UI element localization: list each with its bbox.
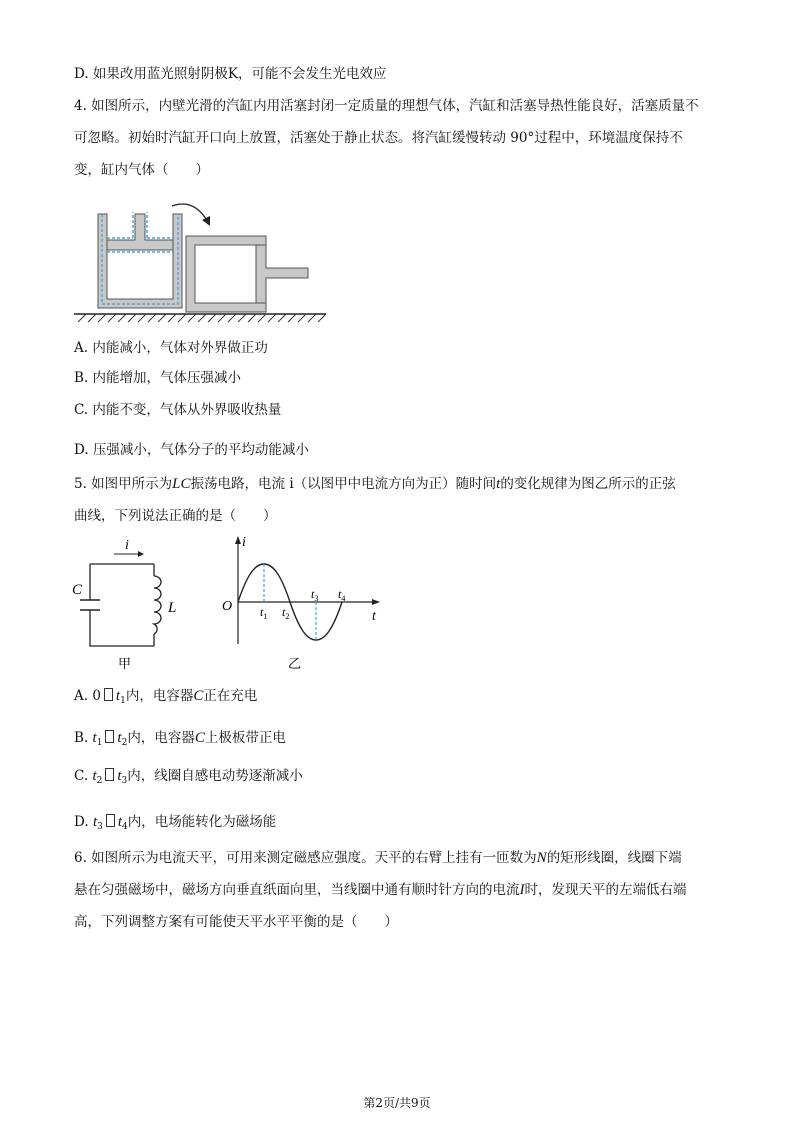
q6-i-symbol: I [519,882,525,898]
inductor-coil [154,576,161,634]
y-axis-label: i [242,535,246,550]
q5-c-post: 内，线圈自感电动势逐渐减小 [127,768,303,784]
q6-n-symbol: N [536,850,547,866]
q5-stem-line2: 曲线，下列说法正确的是（ ） [74,508,277,524]
q3-option-d [74,64,387,84]
q5-b-pre: B. [74,730,93,746]
current-label: i [125,538,129,553]
origin-label: O [222,599,233,614]
q6-line1-pre: 6. 如图所示为电流天平，可用来测定磁感应强度。天平的右臂上挂有一匝数为 [74,850,537,866]
current-arrow [138,551,144,557]
q6-stem-line2 [74,880,687,900]
q5-stem-mid: 振荡电路，电流 i（以图甲中电流方向为正）随时间 [190,476,497,492]
q5-option-b [74,728,286,753]
q5-option-d [74,812,276,837]
q5-c-t2: t [117,768,122,784]
inductor-label: L [168,600,177,616]
capacitor-label: C [72,582,83,598]
q4-cylinder-figure [70,196,330,326]
q6-line2-post: 时，发现天平的左端低右端 [524,882,687,898]
q5-a-end: 正在充电 [203,688,258,704]
q5-d-pre: D. [74,814,93,830]
range-box [105,768,114,781]
q5-c-pre: C. [74,768,93,784]
q6-line1-post: 的矩形线圈，线圈下端 [546,850,682,866]
q5-b-end: 上极板带正电 [204,730,286,746]
q6-line2-pre: 悬在匀强磁场中，磁场方向垂直纸面向里，当线圈中通有顺时针方向的电流 [74,882,520,898]
q5-option-c [74,766,303,791]
current-time-graph [216,532,386,674]
upright-cylinder [98,212,182,308]
q4-option-d: D. 压强减小，气体分子的平均动能减小 [74,442,309,458]
t2-label: $t_2$ [282,605,290,621]
x-axis-label: t [372,609,376,624]
circuit-caption: 甲 [118,657,132,672]
q5-b-s1: 1 [96,738,103,748]
q5-a-c: C [193,688,204,704]
q5-stem-pre: 5. 如图甲所示为 [74,476,173,492]
t3-label: $t_3$ [311,587,319,603]
graph-caption: 乙 [288,657,302,672]
ground-hatch [78,314,326,322]
q5-b-s2: 2 [121,738,128,748]
q5-a-sub: 1 [120,696,126,706]
q5-b-c: C [194,730,205,746]
q5-d-post: 内，电场能转化为磁场能 [127,814,277,830]
q4-stem-line3: 变，缸内气体（ ） [74,162,209,178]
q5-option-a [74,686,257,711]
range-box [105,730,114,743]
q5-d-s1: 3 [97,822,103,832]
q4-stem-line1: 4. 如图所示，内壁光滑的汽缸内用活塞封闭一定质量的理想气体，汽缸和活塞导热性能良好，活塞质量不 [74,98,699,114]
q5-b-post: 内，电容器 [127,730,195,746]
page-footer: 第2页/共9页 [363,1096,431,1110]
q5-a-t: t [115,688,121,704]
q5-a-pre: A. 0 [74,688,101,704]
q5-d-t1: t [92,814,98,830]
q5-c-s2: 3 [121,776,128,786]
q5-stem-post: 的变化规律为图乙所示的正弦 [500,476,676,492]
range-box [104,688,113,701]
q5-d-t2: t [117,814,123,830]
q5-t-symbol: t [496,476,501,492]
q4-option-c: C. 内能不变，气体从外界吸收热量 [74,402,282,418]
q5-c-s1: 2 [96,776,103,786]
range-box [106,814,115,827]
q4-option-a: A. 内能减小，气体对外界做正功 [74,340,268,356]
q3-option-d-text: D. 如果改用蓝光照射阴极K，可能不会发生光电效应 [74,66,387,82]
q5-c-t1: t [92,768,97,784]
q5-stem-line1 [74,474,676,494]
q4-option-b: B. 内能增加，气体压强减小 [74,370,242,386]
q5-b-t1: t [92,730,97,746]
q4-stem-line2: 可忽略。初始时汽缸开口向上放置，活塞处于静止状态。将汽缸缓慢转动 90°过程中，环境温度保持不 [74,130,683,146]
t4-label: $t_4$ [338,587,346,603]
q5-lc-symbol: LC [172,476,191,492]
q6-stem-line3: 高，下列调整方案有可能使天平水平平衡的是（ ） [74,914,398,930]
lc-circuit-figure [66,534,196,674]
q5-a-post: 内，电容器 [125,688,194,704]
q5-b-t2: t [117,730,122,746]
t1-label: $t_1$ [260,605,268,621]
q5-d-s2: 4 [122,822,128,832]
q6-stem-line1 [74,848,682,868]
rotated-cylinder [186,236,308,312]
